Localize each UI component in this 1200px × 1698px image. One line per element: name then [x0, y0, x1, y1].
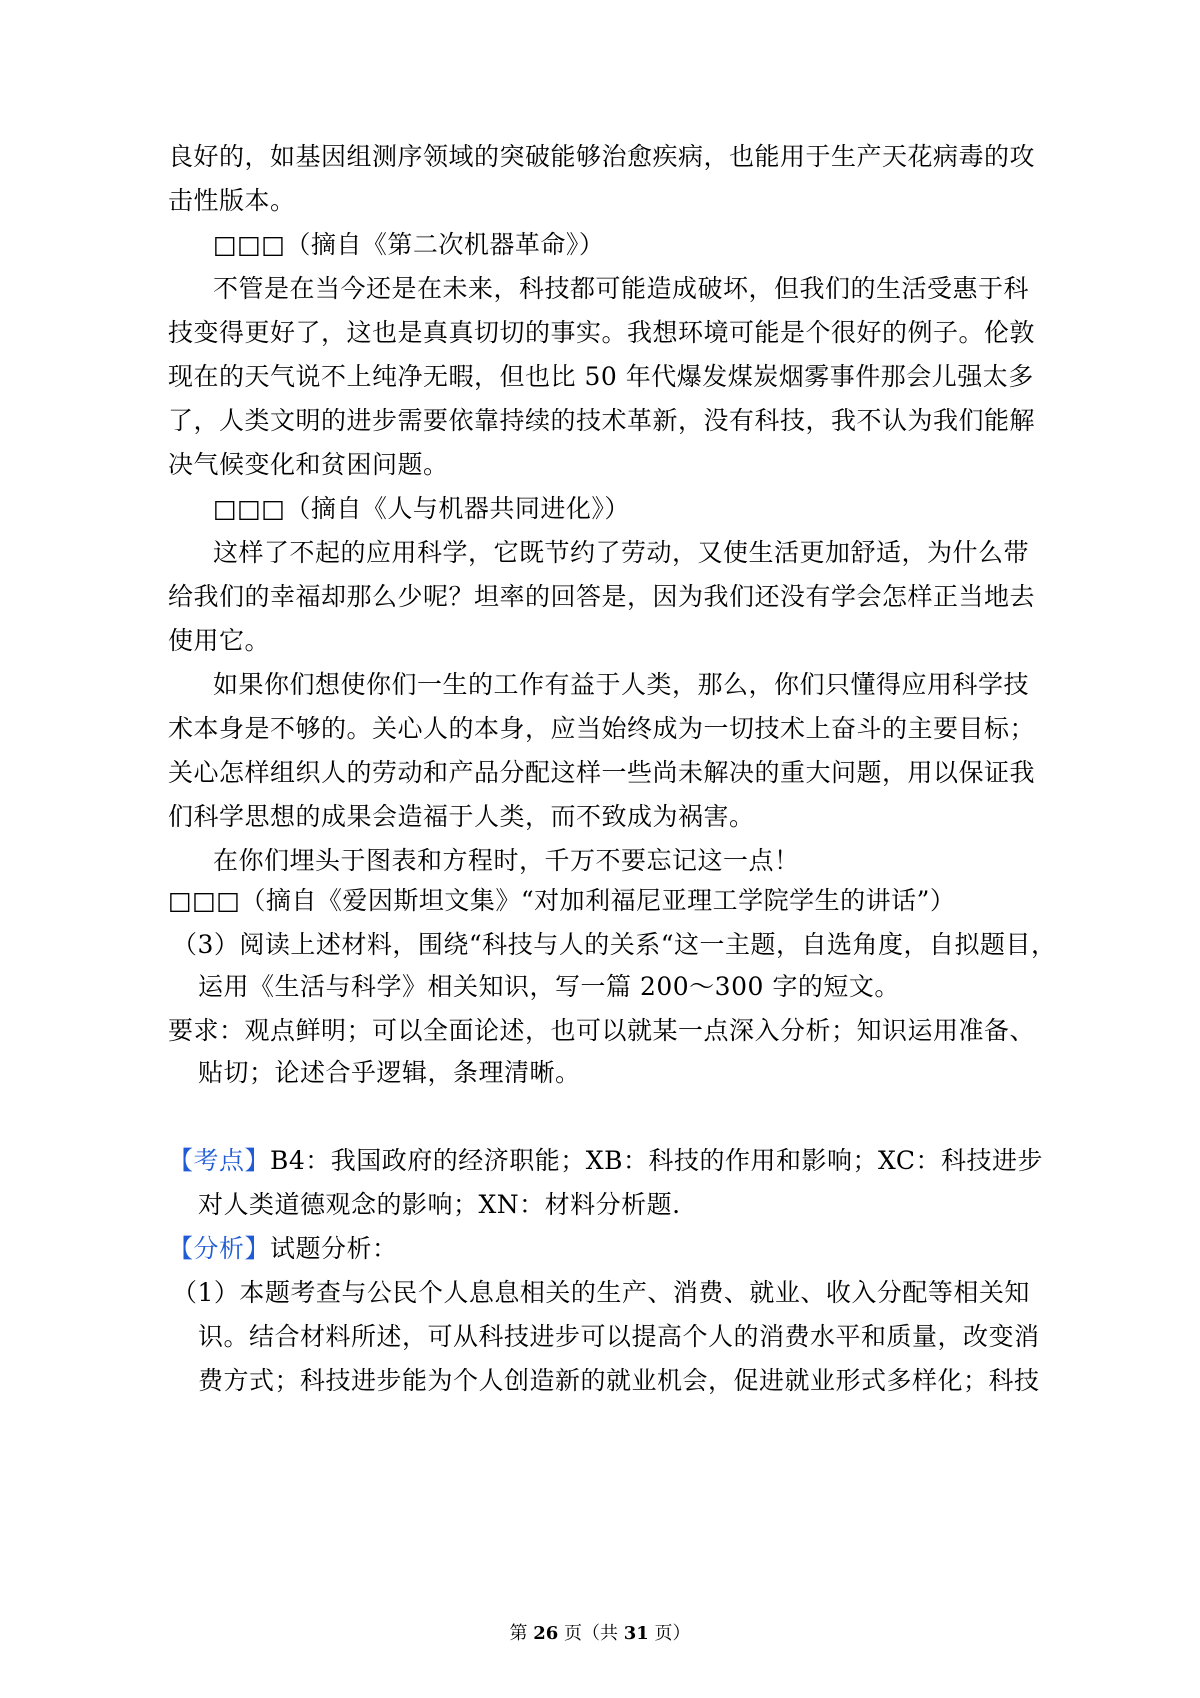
requirement-line: 要求：观点鲜明；可以全面论述，也可以就某一点深入分析；知识运用准备、 — [168, 1016, 1036, 1045]
source-citation: □□□（摘自《第二次机器革命》） — [213, 230, 605, 259]
text-line: 良好的，如基因组测序领域的突破能够治愈疾病，也能用于生产天花病毒的攻 — [168, 142, 1036, 171]
fenxi-tag: 【分析】 — [168, 1234, 271, 1263]
footer-prefix: 第 — [509, 1623, 534, 1644]
text-line: 们科学思想的成果会造福于人类，而不致成为祸害。 — [168, 802, 755, 831]
source-citation: □□□（摘自《人与机器共同进化》） — [213, 494, 630, 523]
kaodian-tag: 【考点】 — [168, 1146, 271, 1175]
text-line: 了，人类文明的进步需要依靠持续的技术革新，没有科技，我不认为我们能解 — [168, 406, 1036, 435]
footer-suffix: 页） — [648, 1623, 691, 1644]
analysis-line: （1）本题考查与公民个人息息相关的生产、消费、就业、收入分配等相关知 — [172, 1278, 1030, 1307]
text-line: 不管是在当今还是在未来，科技都可能造成破坏，但我们的生活受惠于科 — [213, 274, 1030, 303]
text-line: 在你们埋头于图表和方程时，千万不要忘记这一点！ — [213, 846, 800, 875]
fenxi-line — [168, 1234, 398, 1264]
analysis-line: 费方式；科技进步能为个人创造新的就业机会，促进就业形式多样化；科技 — [198, 1366, 1040, 1395]
kaodian-line — [168, 1146, 1043, 1176]
page-number: 26 — [533, 1623, 559, 1644]
text-line: 如果你们想使你们一生的工作有益于人类，那么，你们只懂得应用科学技 — [213, 670, 1030, 699]
text-line: 现在的天气说不上纯净无暇，但也比 50 年代爆发煤炭烟雾事件那会儿强太多 — [168, 362, 1034, 391]
text-line: 击性版本。 — [168, 186, 296, 215]
analysis-line: 识。结合材料所述，可从科技进步可以提高个人的消费水平和质量，改变消 — [198, 1322, 1040, 1351]
kaodian-text: B4：我国政府的经济职能；XB：科技的作用和影响；XC：科技进步 — [270, 1146, 1043, 1175]
kaodian-line-2: 对人类道德观念的影响；XN：材料分析题. — [198, 1190, 681, 1219]
fenxi-text: 试题分析： — [270, 1234, 398, 1263]
requirement-line: 贴切；论述合乎逻辑，条理清晰。 — [198, 1058, 581, 1087]
text-line: 这样了不起的应用科学，它既节约了劳动，又使生活更加舒适，为什么带 — [213, 538, 1030, 567]
question-line: （3）阅读上述材料，围绕“科技与人的关系“这一主题，自选角度，自拟题目， — [172, 930, 1057, 959]
text-line: 决气候变化和贫困问题。 — [168, 450, 449, 479]
total-pages: 31 — [623, 1623, 649, 1644]
footer-middle: 页（共 — [558, 1623, 624, 1644]
source-citation: □□□（摘自《爱因斯坦文集》“对加利福尼亚理工学院学生的讲话”） — [168, 886, 956, 915]
question-line: 运用《生活与科学》相关知识，写一篇 200～300 字的短文。 — [198, 972, 900, 1001]
text-line: 使用它。 — [168, 626, 271, 655]
text-line: 关心怎样组织人的劳动和产品分配这样一些尚未解决的重大问题，用以保证我 — [168, 758, 1036, 787]
page-footer — [0, 1623, 1200, 1645]
text-line: 给我们的幸福却那么少呢？坦率的回答是，因为我们还没有学会怎样正当地去 — [168, 582, 1036, 611]
text-line: 术本身是不够的。关心人的本身，应当始终成为一切技术上奋斗的主要目标； — [168, 714, 1036, 743]
text-line: 技变得更好了，这也是真真切切的事实。我想环境可能是个很好的例子。伦敦 — [168, 318, 1036, 347]
